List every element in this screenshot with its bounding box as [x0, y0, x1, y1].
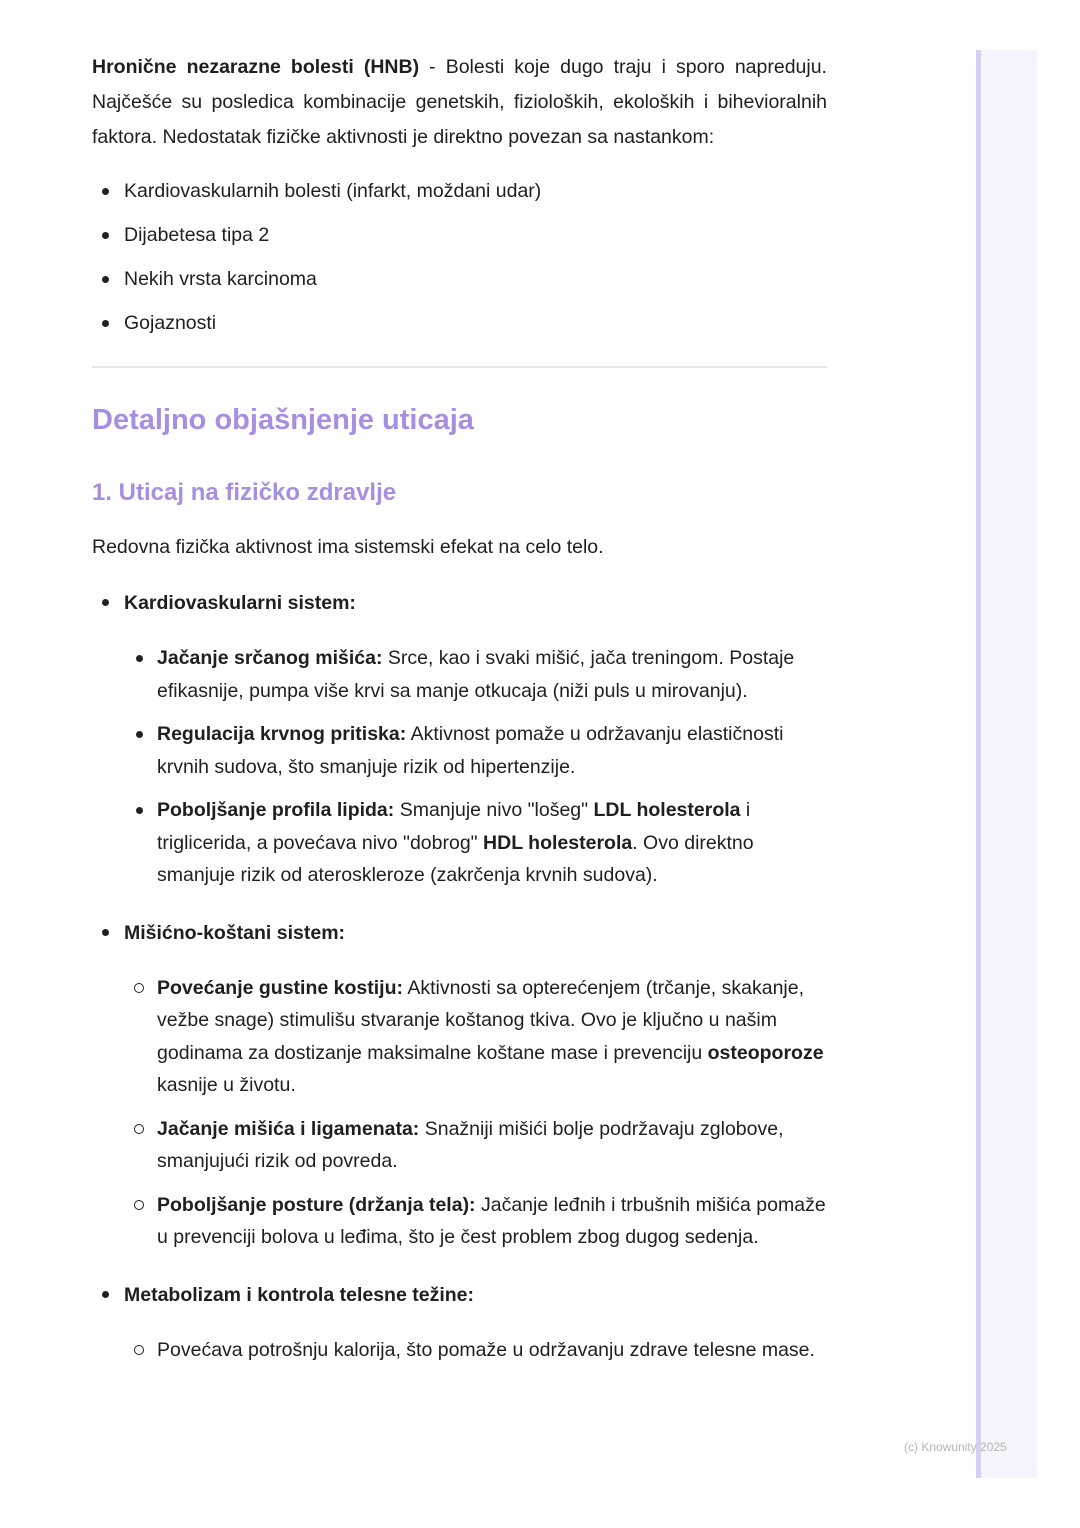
list-item: Gojaznosti	[92, 307, 827, 340]
item-text: Snažniji mišići bolje podržavaju zglobove, smanjujući rizik od povreda.	[157, 1117, 784, 1172]
section-lead: Redovna fizička aktivnost ima sistemski efekat na celo telo.	[92, 536, 604, 558]
intro-paragraph	[92, 50, 827, 155]
list-item	[157, 794, 827, 892]
section-title: Detaljno objašnjenje uticaja	[92, 404, 474, 436]
copyright-notice: (c) Knowunity 2025	[904, 1440, 1007, 1454]
item-text: Smanjuje nivo "lošeg"	[394, 799, 594, 821]
item-term: Povećanje gustine kostiju:	[157, 976, 403, 999]
intro-text: - Bolesti koje dugo traju i sporo napreduju. Najčešće su posledica kombinacije genetskih, fizioloških, ekoloških i bihevioralnih faktora. Nedostatak fizičke aktivnosti je direktno povezan sa nastankom:	[92, 56, 827, 148]
list-item: Nekih vrsta karcinoma	[92, 263, 827, 296]
section-subtitle: 1. Uticaj na fizičko zdravlje	[92, 479, 397, 506]
list-item	[157, 1189, 827, 1254]
page-sidebar	[976, 50, 1037, 1478]
list-item: Kardiovaskularnih bolesti (infarkt, moždani udar)	[92, 175, 827, 208]
item-text: Jačanje leđnih i trbušnih mišića pomaže u prevenciji bolova u leđima, što je čest problem zbog dugog sedenja.	[157, 1193, 826, 1248]
metabolism-list	[92, 1334, 827, 1367]
item-text: Aktivnosti sa opterećenjem (trčanje, skakanje, vežbe snage) stimulišu stvaranje koštanog tkiva. Ovo je ključno u našim godinama za dostizanje maksimalne koštane mase i prevenciju	[157, 976, 805, 1064]
item-term: Jačanje srčanog mišića:	[157, 647, 383, 669]
cardio-heading: Kardiovaskularni sistem:	[92, 588, 827, 618]
item-term: Jačanje mišića i ligamenata:	[157, 1117, 420, 1140]
cardio-list	[92, 642, 827, 892]
item-text: i triglicerida, a povećava nivo "dobrog"	[157, 799, 751, 854]
section-divider	[92, 366, 827, 368]
item-text: kasnije u životu.	[157, 1074, 296, 1096]
item-term: osteoporoze	[707, 1041, 824, 1064]
musculoskeletal-list	[92, 972, 827, 1254]
list-item	[157, 972, 827, 1102]
musculoskeletal-heading: Mišićno-koštani sistem:	[92, 918, 827, 948]
list-item	[157, 1113, 827, 1178]
item-text: . Ovo direktno smanjuje rizik od ateroskleroze (zakrčenja krvnih sudova).	[157, 831, 754, 886]
disease-list	[92, 175, 827, 340]
item-text: Aktivnost pomaže u održavanju elastičnosti krvnih sudova, što smanjuje rizik od hipertenzije.	[157, 723, 784, 778]
item-term: Poboljšanje posture (držanja tela):	[157, 1193, 476, 1216]
list-item: Dijabetesa tipa 2	[92, 219, 827, 252]
item-text: Srce, kao i svaki mišić, jača treningom. Postaje efikasnije, pumpa više krvi sa manje otkucaja (niži puls u mirovanju).	[157, 647, 795, 702]
list-item	[157, 718, 827, 783]
list-item: Povećava potrošnju kalorija, što pomaže u održavanju zdrave telesne mase.	[157, 1334, 827, 1367]
document-content	[92, 50, 827, 1377]
intro-term: Hronične nezarazne bolesti (HNB)	[92, 56, 420, 78]
item-term: Poboljšanje profila lipida:	[157, 799, 395, 821]
item-term: HDL holesterola	[483, 831, 633, 854]
item-term: LDL holesterola	[593, 799, 741, 821]
item-term: Regulacija krvnog pritiska:	[157, 723, 407, 745]
list-item	[157, 642, 827, 707]
metabolism-heading: Metabolizam i kontrola telesne težine:	[92, 1280, 827, 1310]
